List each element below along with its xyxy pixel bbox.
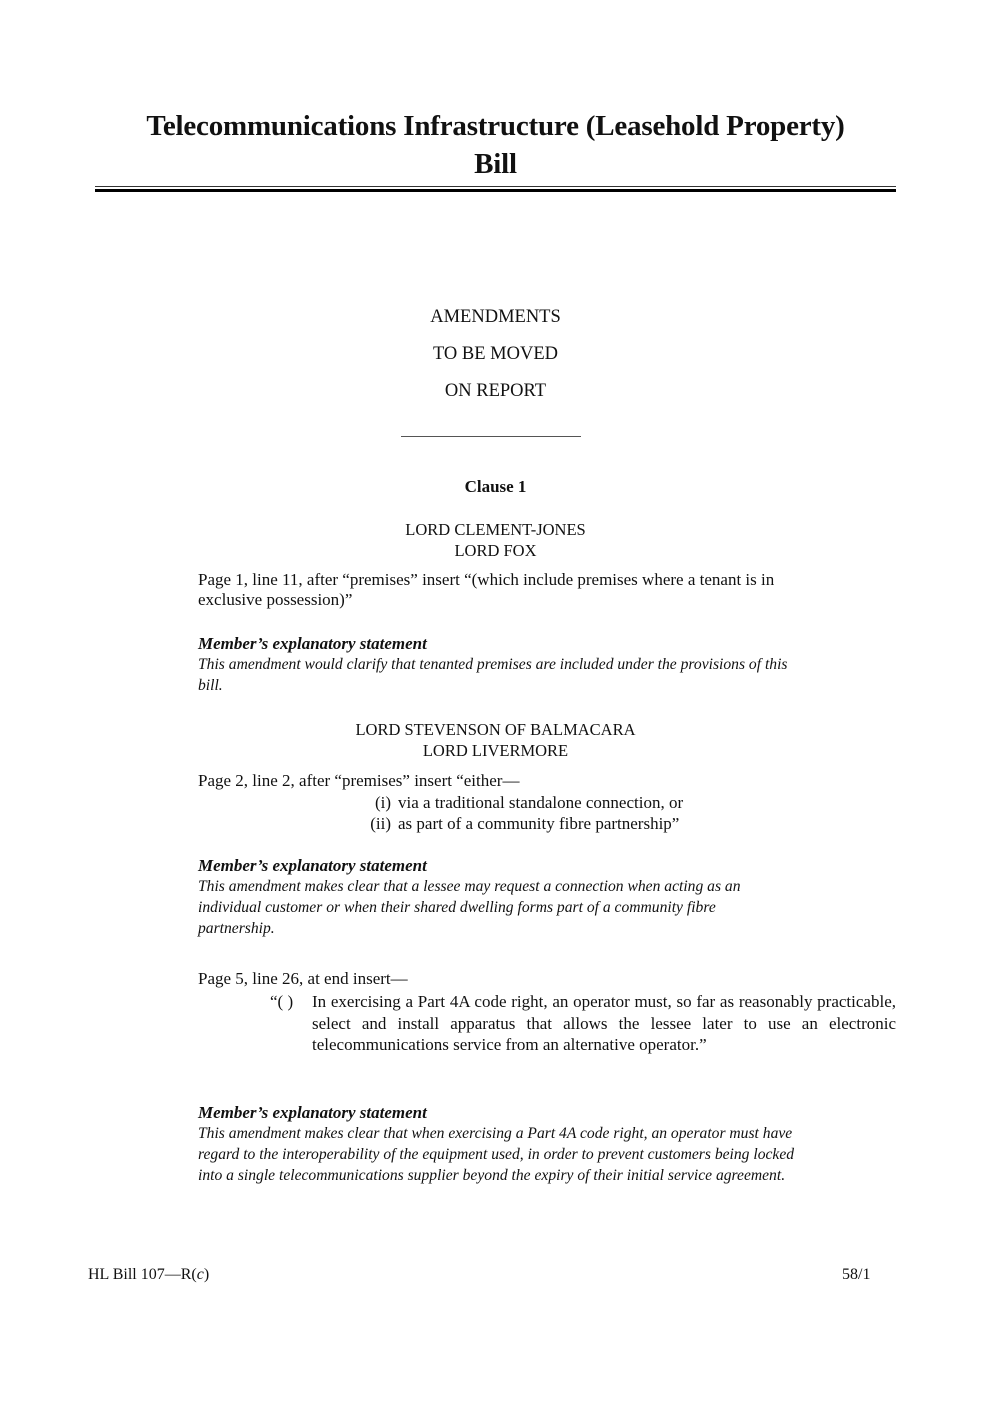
instruction-line: exclusive possession)” xyxy=(198,590,353,609)
instruction-line: Page 1, line 11, after “premises” insert “(which include premises where a tenant is in xyxy=(198,570,775,589)
sponsor-name: LORD CLEMENT-JONES xyxy=(405,520,586,539)
heading-amendments: AMENDMENTS xyxy=(430,307,561,327)
statement-heading: Member’s explanatory statement xyxy=(198,634,427,653)
amendment-2-instruction: Page 2, line 2, after “premises” insert “either— xyxy=(198,771,520,790)
bill-ref-italic: c xyxy=(196,1266,204,1283)
footer-bill-reference xyxy=(88,1266,209,1284)
list-item-number: (ii) xyxy=(370,814,391,833)
footer-page-reference: 58/1 xyxy=(842,1266,871,1283)
statement-line: This amendment makes clear that when exercising a Part 4A code right, an operator must have xyxy=(198,1125,793,1142)
bill-title-line2: Bill xyxy=(474,148,517,180)
bill-ref-suffix: ) xyxy=(203,1266,210,1283)
amendment-3-inserted-text xyxy=(270,991,896,1056)
heading-to-be-moved: TO BE MOVED xyxy=(432,344,559,364)
statement-line: This amendment would clarify that tenanted premises are included under the provisions of this xyxy=(198,656,788,673)
sponsor-name: LORD LIVERMORE xyxy=(422,741,569,760)
statement-line: individual customer or when their shared dwelling forms part of a community fibre xyxy=(198,899,716,916)
amendment-1-instruction xyxy=(198,570,896,610)
statement-line: into a single telecommunications supplier beyond the expiry of their initial service agreement. xyxy=(198,1167,786,1184)
amendment-2-statement xyxy=(198,856,896,939)
statement-heading: Member’s explanatory statement xyxy=(198,856,427,875)
statement-line: partnership. xyxy=(198,920,275,937)
clause-heading: Clause 1 xyxy=(464,477,527,496)
bill-title-line1: Telecommunications Infrastructure (Leasehold Property) xyxy=(146,110,845,142)
amendment-3-statement xyxy=(198,1103,896,1186)
insert-bracket-mark: “( ) xyxy=(270,992,294,1011)
heading-on-report: ON REPORT xyxy=(444,381,547,401)
statement-line: regard to the interoperability of the equipment used, in order to prevent customers being locked xyxy=(198,1146,795,1163)
insert-body: In exercising a Part 4A code right, an operator must, so far as reasonably practicable, select and install apparatus that allows the lessee later to use an electronic telecommunications service from an alternative operator.” xyxy=(312,992,896,1054)
statement-line: This amendment makes clear that a lessee may request a connection when acting as an xyxy=(198,878,741,895)
list-item xyxy=(355,813,679,834)
list-item-text: as part of a community fibre partnership” xyxy=(398,814,680,833)
sponsor-name: LORD STEVENSON OF BALMACARA xyxy=(355,720,636,739)
list-item-text: via a traditional standalone connection, or xyxy=(398,793,684,812)
statement-heading: Member’s explanatory statement xyxy=(198,1103,427,1122)
statement-line: bill. xyxy=(198,677,223,694)
heading-divider xyxy=(401,436,581,437)
list-item-number: (i) xyxy=(374,793,391,812)
title-rule-thick xyxy=(95,189,896,192)
bill-title xyxy=(95,107,896,183)
sponsor-name: LORD FOX xyxy=(454,541,537,560)
title-rule-thin xyxy=(95,186,896,187)
list-item xyxy=(355,792,683,813)
bill-ref-prefix: HL Bill 107—R( xyxy=(88,1266,197,1283)
amendment-1-statement xyxy=(198,634,896,696)
amendment-3-instruction: Page 5, line 26, at end insert— xyxy=(198,969,408,988)
